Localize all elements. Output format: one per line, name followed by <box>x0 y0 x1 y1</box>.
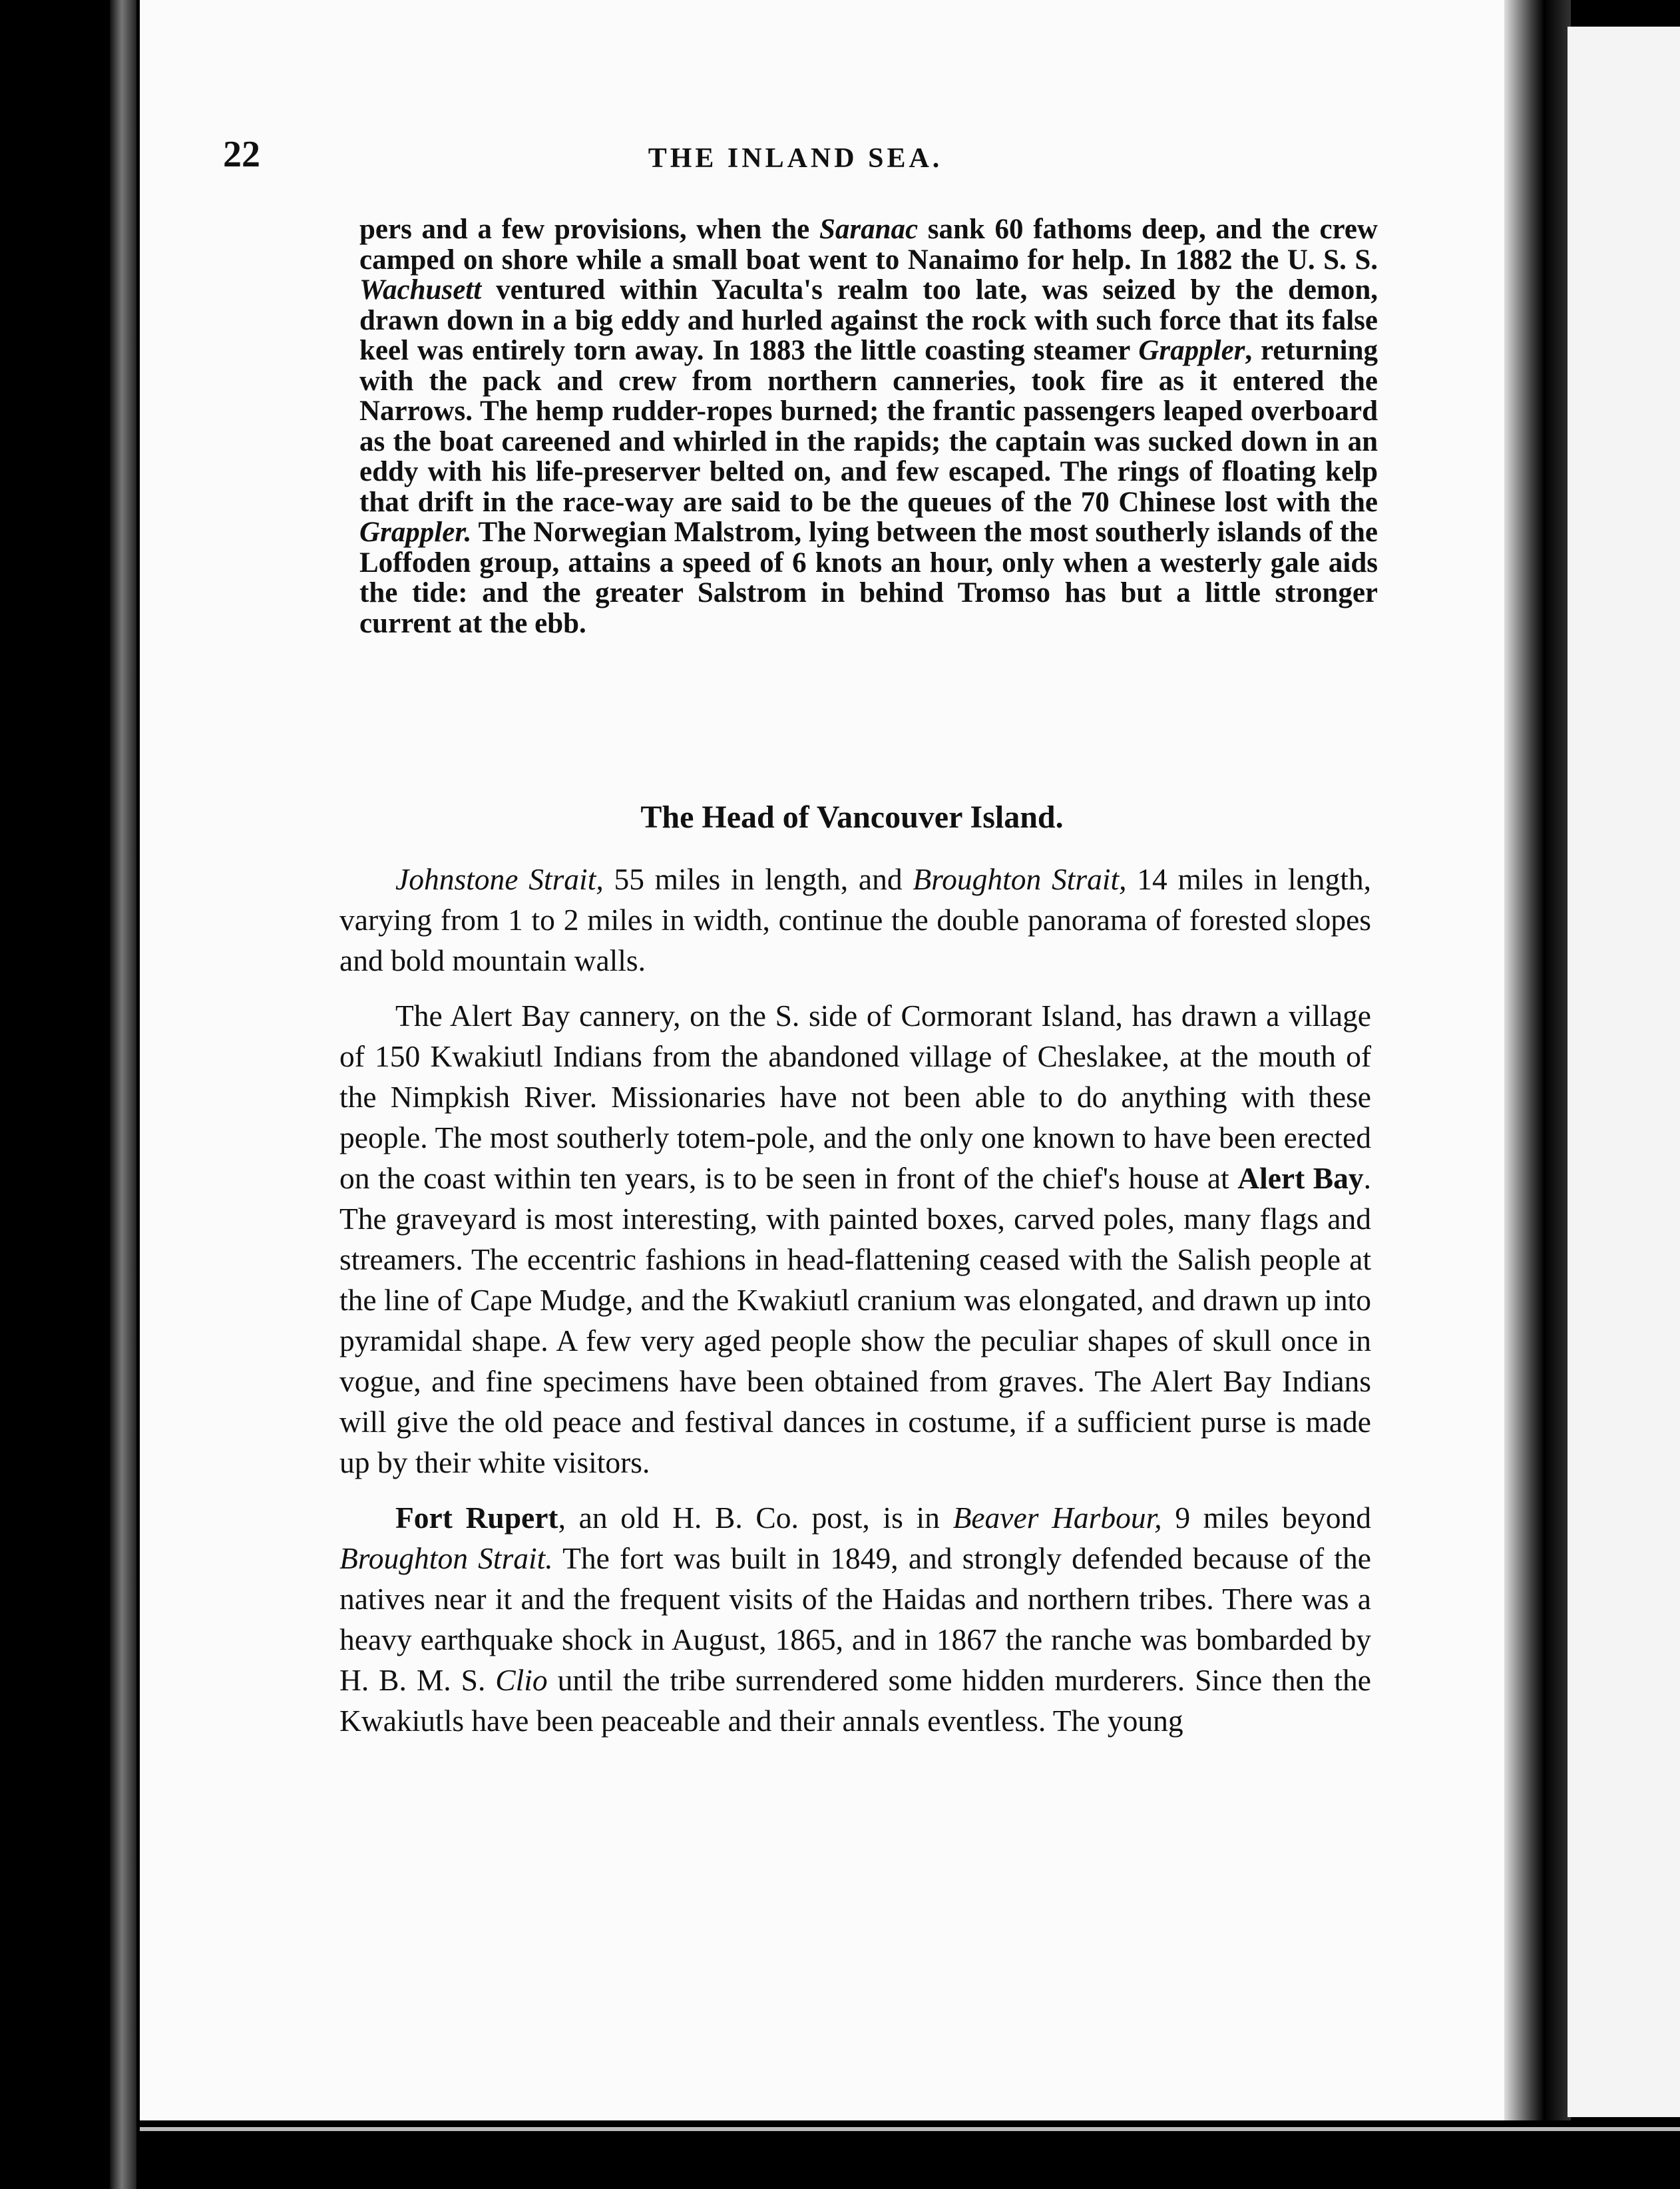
paragraph-4: Fort Rupert, an old H. B. Co. post, is in Beaver Harbour, 9 miles beyond Broughton Strait. The fort was built in 1849, and strongly defended because of the natives near it and the frequent visits of the Haidas and northern tribes. There was a heavy earthquake shock in August, 1865, and in 1867 the ranche was bombarded by H. B. M. S. Clio until the tribe surrendered some hidden murderers. Since then the Kwakiutls have been peaceable and their annals eventless. The young <box>339 1501 1371 1738</box>
adjacent-page <box>1568 27 1680 2117</box>
paragraph-2: Johnstone Strait, 55 miles in length, and Broughton Strait, 14 miles in length, varying from 1 to 2 miles in width, continue the double panorama of forested slopes and bold mountain walls. <box>339 862 1371 977</box>
page-number: 22 <box>223 134 260 175</box>
paragraph-3: The Alert Bay cannery, on the S. side of Cormorant Island, has drawn a village of 150 Kwakiutl Indians from the abandoned village of Cheslakee, at the mouth of the Nimpkish River. Missionaries have not been able to do anything with these people. The most southerly totem-pole, and the only one known to have been erected on the coast within ten years, is to be seen in front of the chief's house at Alert Bay. The graveyard is most interesting, with painted boxes, carved poles, many flags and streamers. The eccentric fashions in head-flattening ceased with the Salish people at the line of Cape Mudge, and the Kwakiutl cranium was elongated, and drawn up into pyramidal shape. A few very aged people show the peculiar shapes of skull once in vogue, and fine specimens have been obtained from graves. The Alert Bay Indians will give the old peace and festival dances in costume, if a sufficient purse is made up by their white visitors. <box>339 999 1371 1479</box>
paragraph-1: pers and a few provisions, when the Saranac sank 60 fathoms deep, and the crew camped on shore while a small boat went to Nanaimo for help. In 1882 the U. S. S. Wachusett ventured within Yaculta's realm too late, was seized by the demon, drawn down in a big eddy and hurled against the rock with such force that its false keel was entirely torn away. In 1883 the little coasting steamer Grappler, returning with the pack and crew from northern canneries, took fire as it entered the Narrows. The hemp rudder-ropes burned; the frantic passengers leaped overboard as the boat careened and whirled in the rapids; the captain was sucked down in an eddy with his life-preserver belted on, and few escaped. The rings of floating kelp that drift in the race-way are said to be the queues of the 70 Chinese lost with the Grappler. The Norwegian Malstrom, lying between the most southerly islands of the Loffoden group, attains a speed of 6 knots an hour, only when a westerly gale aids the tide: and the greater Salstrom in behind Tromso has but a little stronger current at the ebb. <box>359 214 1378 639</box>
section-heading: The Head of Vancouver Island. <box>640 800 1064 835</box>
page-header <box>223 133 1368 193</box>
page-edge-shadow <box>1504 0 1571 2189</box>
continued-paragraph <box>359 214 1378 638</box>
scan-bottom-margin <box>140 2120 1680 2189</box>
book-gutter <box>110 0 136 2189</box>
section-body <box>339 859 1371 1741</box>
running-title: THE INLAND SEA. <box>648 143 943 174</box>
